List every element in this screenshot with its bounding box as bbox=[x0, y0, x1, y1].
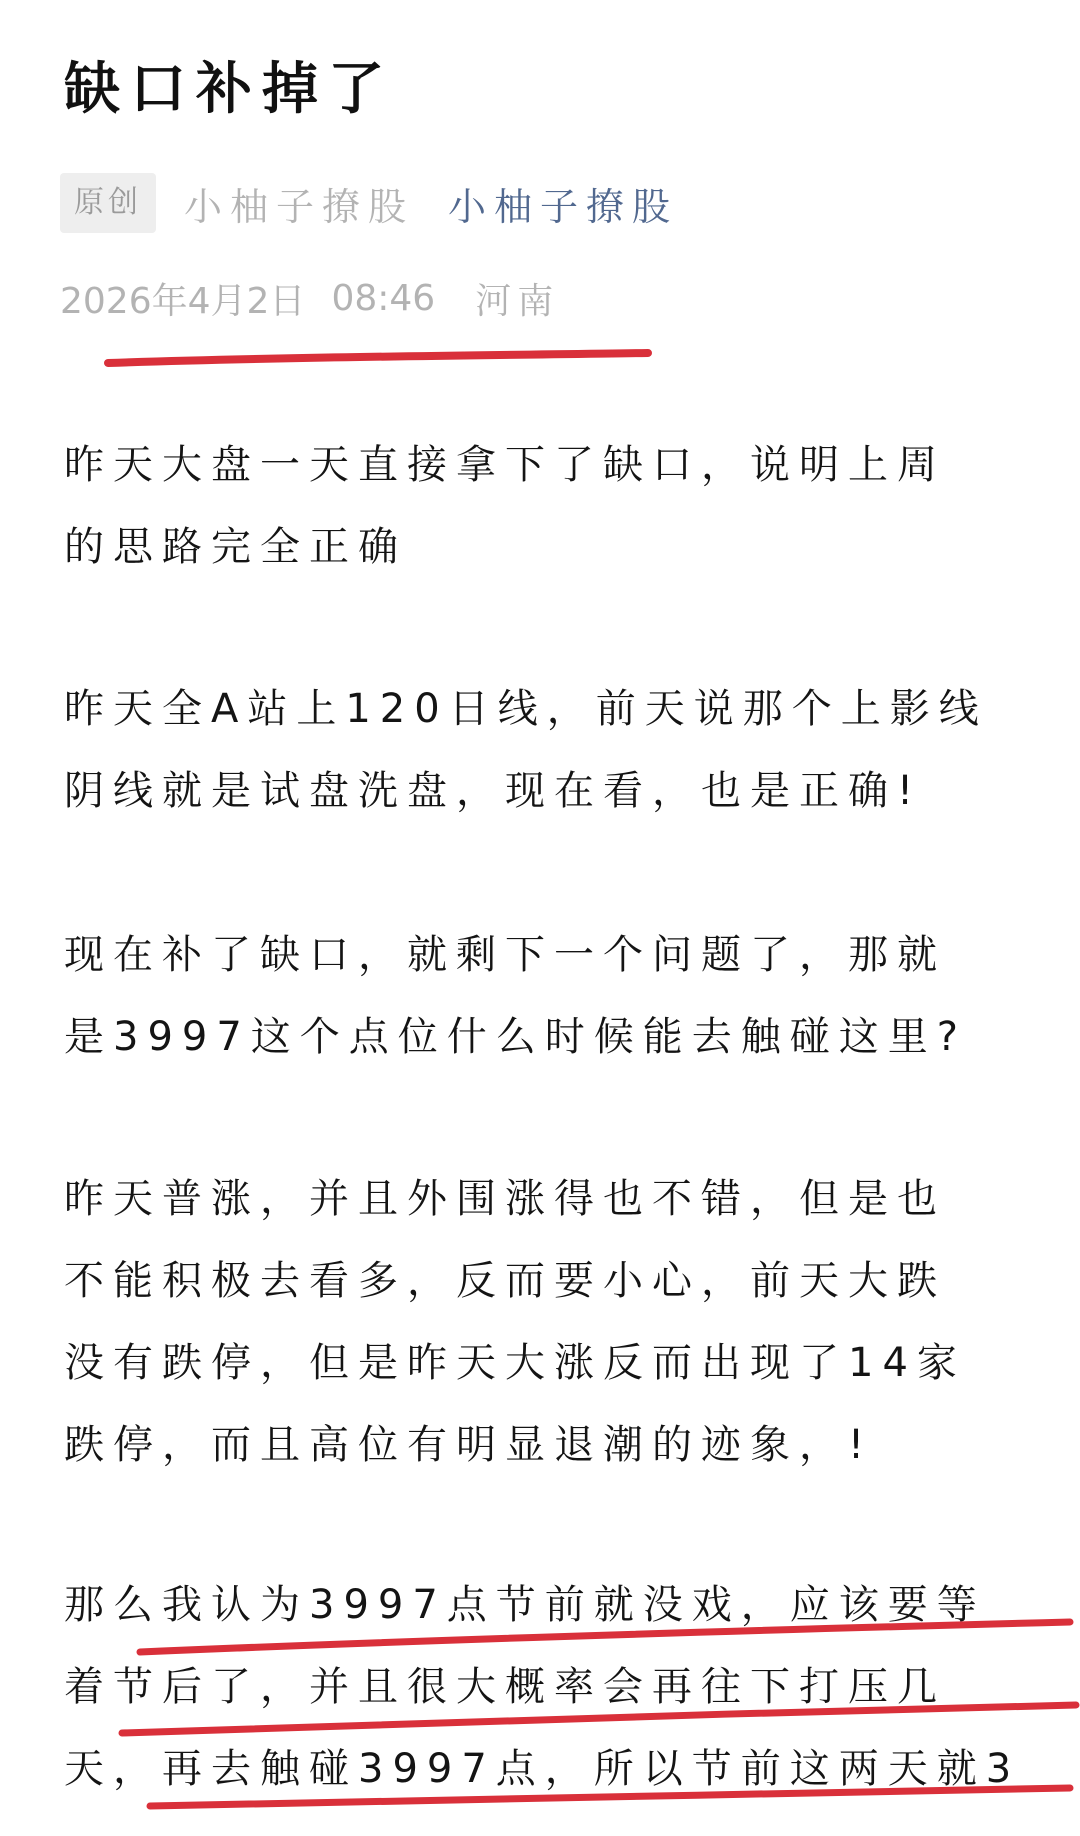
publish-time: 08:46 bbox=[331, 277, 436, 319]
article-paragraph bbox=[64, 668, 1024, 832]
paragraph-line: 昨天大盘一天直接拿下了缺口，说明上周 bbox=[64, 442, 946, 488]
paragraph-line: 不能积极去看多，反而要小心，前天大跌 bbox=[64, 1258, 946, 1304]
date-underline-mark bbox=[108, 353, 648, 363]
publish-info bbox=[60, 270, 559, 326]
article-paragraph bbox=[64, 424, 1024, 588]
paragraph-line: 跌停，而且高位有明显退潮的迹象，! bbox=[64, 1422, 874, 1468]
paragraph-line: 昨天全A站上120日线，前天说那个上影线 bbox=[64, 686, 988, 732]
paragraph-line: 阴线就是试盘洗盘，现在看，也是正确! bbox=[64, 768, 923, 814]
paragraph-line: 是3997这个点位什么时候能去触碰这里? bbox=[64, 1014, 968, 1060]
paragraph-line: 现在补了缺口，就剩下一个问题了，那就 bbox=[64, 932, 946, 978]
article-title: 缺口补掉了 bbox=[64, 57, 394, 122]
article-paragraph bbox=[64, 1564, 1024, 1810]
paragraph-line: 昨天普涨，并且外围涨得也不错，但是也 bbox=[64, 1176, 946, 1222]
account-name-link[interactable]: 小柚子撩股 bbox=[448, 184, 679, 229]
paragraph-line: 没有跌停，但是昨天大涨反而出现了14家 bbox=[64, 1340, 966, 1386]
original-badge: 原创 bbox=[60, 173, 156, 233]
paragraph-line: 那么我认为3997点节前就没戏，应该要等 bbox=[64, 1582, 986, 1628]
paragraph-line-cutoff bbox=[64, 1808, 1024, 1836]
article-paragraph bbox=[64, 914, 1024, 1078]
paragraph-line: 着节后了，并且很大概率会再往下打压几 bbox=[64, 1664, 946, 1710]
author-name: 小柚子撩股 bbox=[184, 184, 415, 229]
article-paragraph bbox=[64, 1158, 1024, 1486]
publish-location: 河南 bbox=[475, 280, 560, 322]
article-paragraph-cutoff bbox=[64, 1808, 1024, 1836]
paragraph-line: 天，再去触碰3997点，所以节前这两天就3 bbox=[64, 1746, 1021, 1792]
article-meta bbox=[60, 172, 678, 234]
publish-date: 2026年4月2日 bbox=[60, 280, 306, 322]
paragraph-line: 的思路完全正确 bbox=[64, 524, 407, 570]
